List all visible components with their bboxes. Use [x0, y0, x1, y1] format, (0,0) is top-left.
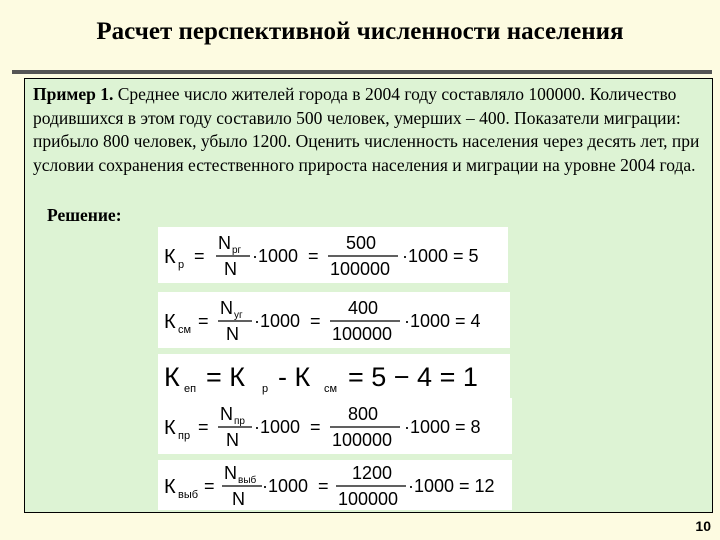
formula-subscript: р	[178, 259, 185, 271]
formula-denominator: N	[226, 430, 239, 450]
formula-death-rate	[158, 292, 510, 348]
formula-result: ·1000 = 12	[408, 476, 495, 496]
formula-numerator-symbol: N	[224, 463, 237, 483]
formula-result: ·1000 = 4	[404, 311, 481, 331]
formula-denominator: N	[224, 259, 237, 279]
formula-numerator-sub: выб	[238, 475, 257, 486]
formula-subscript: выб	[178, 489, 199, 501]
formula-multiplier: ·1000	[252, 246, 299, 266]
formula-den-value: 100000	[332, 430, 393, 450]
svg-text:=: =	[198, 417, 209, 437]
formula-departures-rate	[158, 460, 512, 510]
formula-num-value: 800	[348, 404, 379, 424]
formula-minus: - К	[278, 362, 311, 392]
formula-numerator-symbol: N	[220, 298, 233, 318]
formula-equals: =	[318, 476, 329, 496]
formula-den-value: 100000	[330, 259, 391, 279]
formula-subscript: см	[324, 383, 338, 395]
formula-subscript: см	[178, 324, 192, 336]
formula-symbol: К	[164, 417, 176, 439]
formula-subscript: пр	[178, 430, 191, 442]
formula-equals: =	[308, 246, 319, 266]
formula-subscript: еп	[184, 383, 197, 395]
svg-text:=: =	[204, 476, 215, 496]
solution-label: Решение:	[47, 205, 122, 225]
formula-den-value: 100000	[332, 324, 393, 344]
formula-numerator-symbol: N	[218, 233, 231, 253]
formula-denominator: N	[226, 324, 239, 344]
formula-numerator-sub: уг	[234, 310, 243, 321]
svg-text:=: =	[194, 246, 205, 266]
formula-num-value: 500	[346, 233, 377, 253]
formula-multiplier: ·1000	[254, 417, 301, 437]
formula-equals: =	[310, 417, 321, 437]
formula-denominator: N	[232, 489, 245, 509]
formula-symbol: К	[164, 362, 180, 392]
problem-label: Пример 1.	[33, 84, 114, 104]
formula-numerator-sub: пр	[234, 416, 245, 427]
formula-birth-rate	[158, 227, 508, 283]
formula-multiplier: ·1000	[254, 311, 301, 331]
page-number: 10	[695, 518, 711, 534]
slide-title: Расчет перспективной численности населения	[96, 18, 624, 45]
svg-text:=: =	[198, 311, 209, 331]
formula-arrivals-rate	[158, 398, 512, 454]
problem-text: Среднее число жителей города в 2004 году составляло 100000. Количество родившихся в этом году составило 500 человек, умерших – 400. Показатели миграции: прибыло 800 человек, убыло 1200. Оценить численность населения через десять лет, при условии сохранения естественного прироста населения и миграции на уровне 2004 года.	[33, 84, 700, 175]
formula-mid: = К	[206, 362, 245, 392]
formula-equals: =	[310, 311, 321, 331]
formula-symbol: К	[164, 246, 176, 268]
formula-num-value: 1200	[352, 463, 393, 483]
formula-result: ·1000 = 8	[404, 417, 481, 437]
formula-num-value: 400	[348, 298, 379, 318]
formula-natural-growth	[158, 354, 510, 400]
formula-den-value: 100000	[338, 489, 399, 509]
problem-statement	[33, 83, 709, 177]
formula-tail: = 5 − 4 = 1	[348, 362, 478, 392]
formula-result: ·1000 = 5	[402, 246, 479, 266]
formula-subscript: р	[262, 383, 269, 395]
formula-symbol: К	[164, 476, 176, 498]
formula-numerator-sub: рг	[232, 245, 242, 256]
formula-numerator-symbol: N	[220, 404, 233, 424]
title-divider	[12, 70, 712, 74]
formula-multiplier: ·1000	[262, 476, 309, 496]
formula-symbol: К	[164, 311, 176, 333]
